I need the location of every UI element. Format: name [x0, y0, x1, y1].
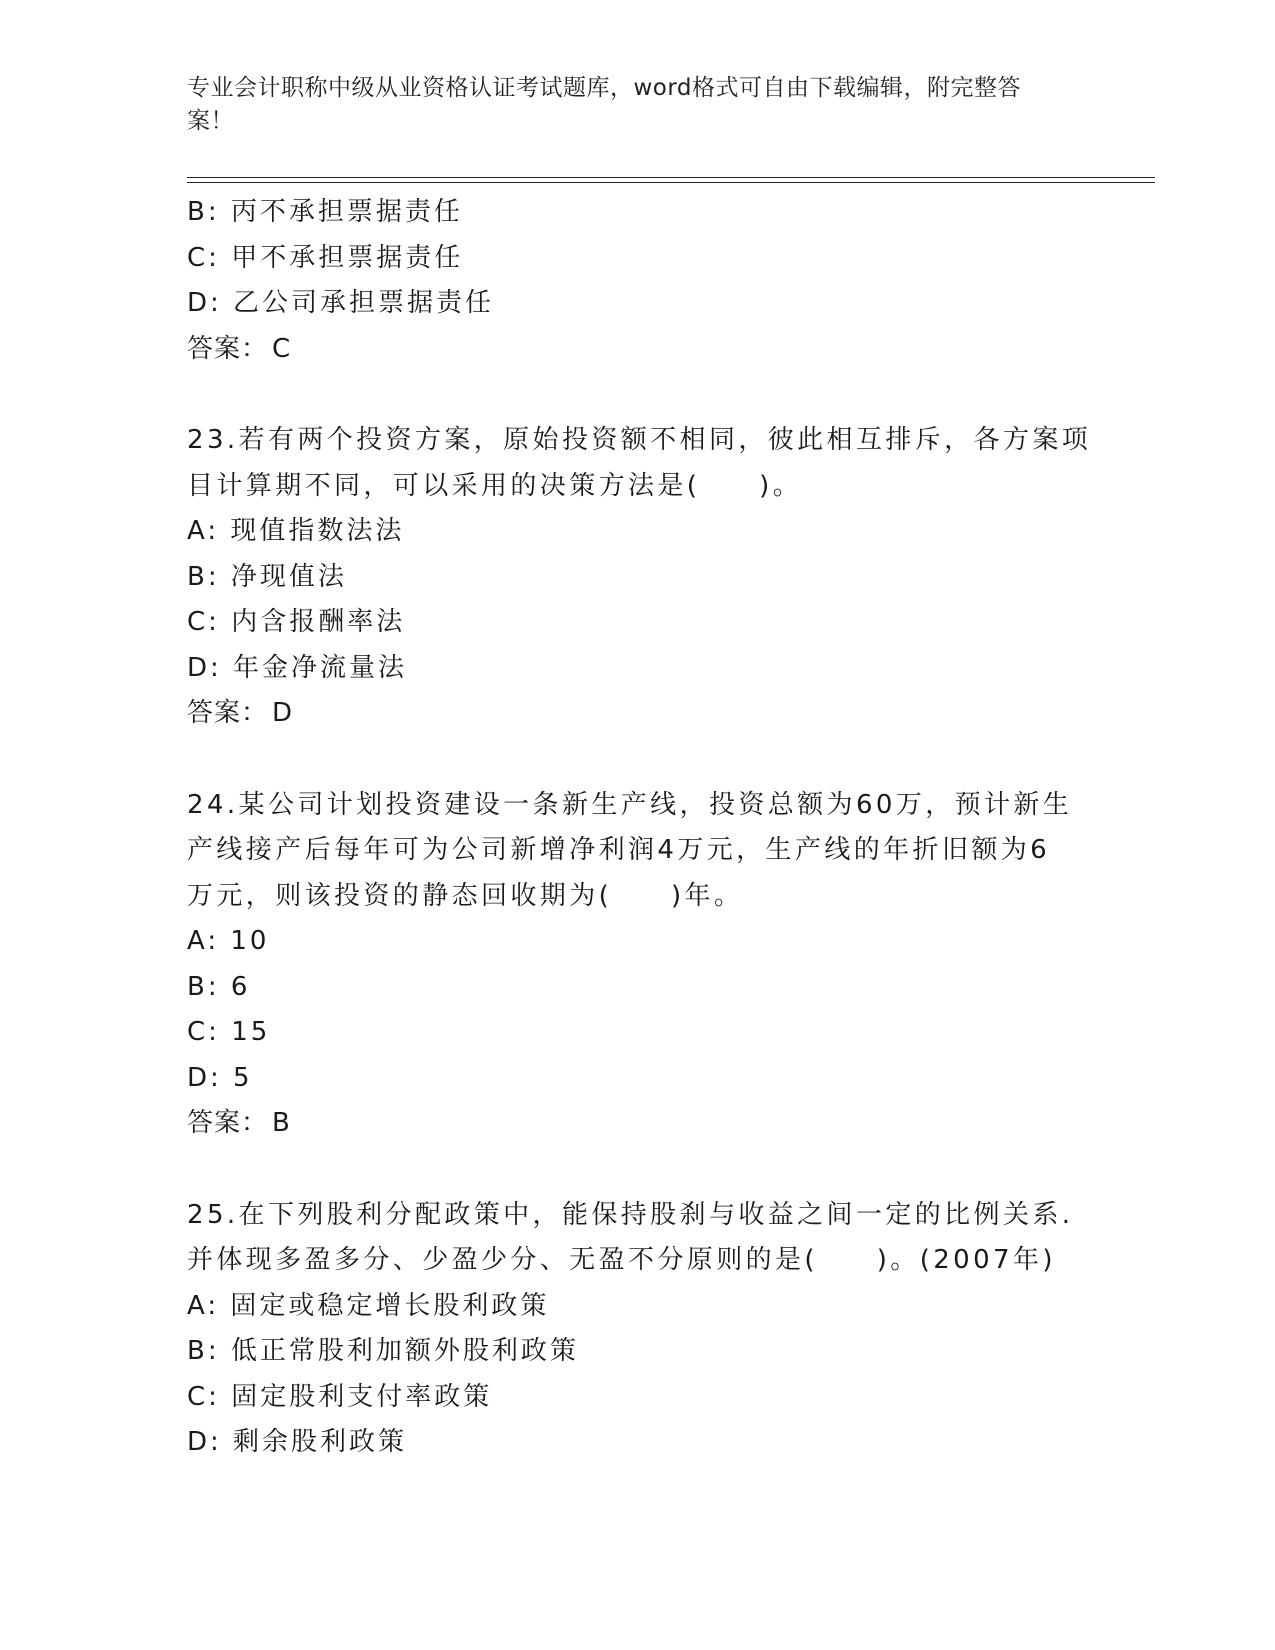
header-divider-second	[187, 182, 1155, 183]
question-23	[187, 418, 1092, 737]
option-text: 10	[230, 926, 270, 956]
option-text: 现值指数法法	[230, 516, 405, 546]
question-stem-line: 23.若有两个投资方案，原始投资额不相同，彼此相互排斥，各方案项	[187, 425, 1092, 455]
option-text: 甲不承担票据责任	[231, 242, 464, 273]
question-stem-line: 24.某公司计划投资建设一条新生产线，投资总额为60万，预计新生	[187, 789, 1073, 820]
question-stem-line: 并体现多盈多分、少盈少分、无盈不分原则的是( )。(2007年)	[187, 1245, 1056, 1275]
option-b	[187, 190, 1087, 236]
option-text: 净现值法	[230, 561, 347, 592]
answer-line	[187, 1101, 1087, 1147]
question-stem-line: 产线接产后每年可为公司新增净利润4万元，生产线的年折旧额为6	[187, 835, 1051, 865]
option-c	[187, 1375, 1087, 1421]
option-text: 乙公司承担票据责任	[233, 288, 495, 318]
answer-line	[187, 327, 1087, 373]
option-a	[187, 509, 1087, 555]
question-stem-line: 25.在下列股利分配政策中，能保持股刹与收益之间一定的比例关系.	[187, 1199, 1074, 1230]
option-a	[187, 919, 1087, 965]
option-c	[187, 600, 1087, 646]
question-25	[187, 1193, 1087, 1466]
answer-label: 答案：	[187, 1108, 269, 1138]
option-label: A:	[187, 1290, 220, 1321]
option-d	[187, 1056, 1087, 1102]
answer-line	[187, 691, 1087, 737]
option-label: C:	[187, 242, 220, 273]
option-label: D:	[187, 652, 222, 683]
page-header: 专业会计职称中级从业资格认证考试题库，word格式可自由下载编辑，附完整答案！	[187, 75, 1022, 134]
option-label: D:	[187, 1062, 222, 1093]
option-label: C:	[187, 607, 220, 637]
question-content	[187, 190, 1092, 1466]
answer-value: B	[272, 1108, 291, 1138]
option-label: B:	[187, 561, 220, 592]
option-c	[187, 1010, 1087, 1056]
question-22-continued	[187, 190, 1087, 372]
option-d	[187, 281, 1087, 327]
option-label: A:	[187, 516, 220, 546]
option-label: C:	[187, 1381, 220, 1412]
option-label: C:	[187, 1017, 220, 1047]
option-text: 固定或稳定增长股利政策	[230, 1290, 550, 1321]
option-label: D:	[187, 1427, 222, 1457]
option-text: 丙不承担票据责任	[230, 197, 463, 227]
option-text: 年金净流量法	[233, 652, 408, 683]
header-divider	[187, 177, 1155, 178]
option-d	[187, 1420, 1087, 1466]
option-text: 6	[230, 971, 251, 1002]
answer-value: D	[272, 698, 294, 728]
option-c	[187, 236, 1087, 282]
option-text: 固定股利支付率政策	[231, 1381, 493, 1412]
answer-label: 答案：	[187, 698, 269, 728]
option-text: 剩余股利政策	[233, 1427, 408, 1457]
option-text: 15	[231, 1017, 271, 1047]
option-label: B:	[187, 971, 220, 1002]
option-label: B:	[187, 1336, 220, 1366]
option-text: 低正常股利加额外股利政策	[230, 1336, 579, 1366]
option-b	[187, 1329, 1087, 1375]
option-text: 5	[233, 1062, 253, 1093]
option-a	[187, 1284, 1087, 1330]
option-label: A:	[187, 926, 220, 956]
option-d	[187, 646, 1087, 692]
option-label: B:	[187, 197, 220, 227]
option-b	[187, 965, 1087, 1011]
option-text: 内含报酬率法	[231, 607, 406, 637]
option-b	[187, 555, 1087, 601]
option-label: D:	[187, 288, 222, 318]
question-24	[187, 783, 1087, 1147]
answer-label: 答案：	[187, 333, 269, 364]
question-stem-line: 万元，则该投资的静态回收期为( )年。	[187, 880, 744, 911]
answer-value: C	[272, 333, 292, 364]
question-stem-line: 目计算期不同，可以采用的决策方法是( )。	[187, 470, 803, 501]
